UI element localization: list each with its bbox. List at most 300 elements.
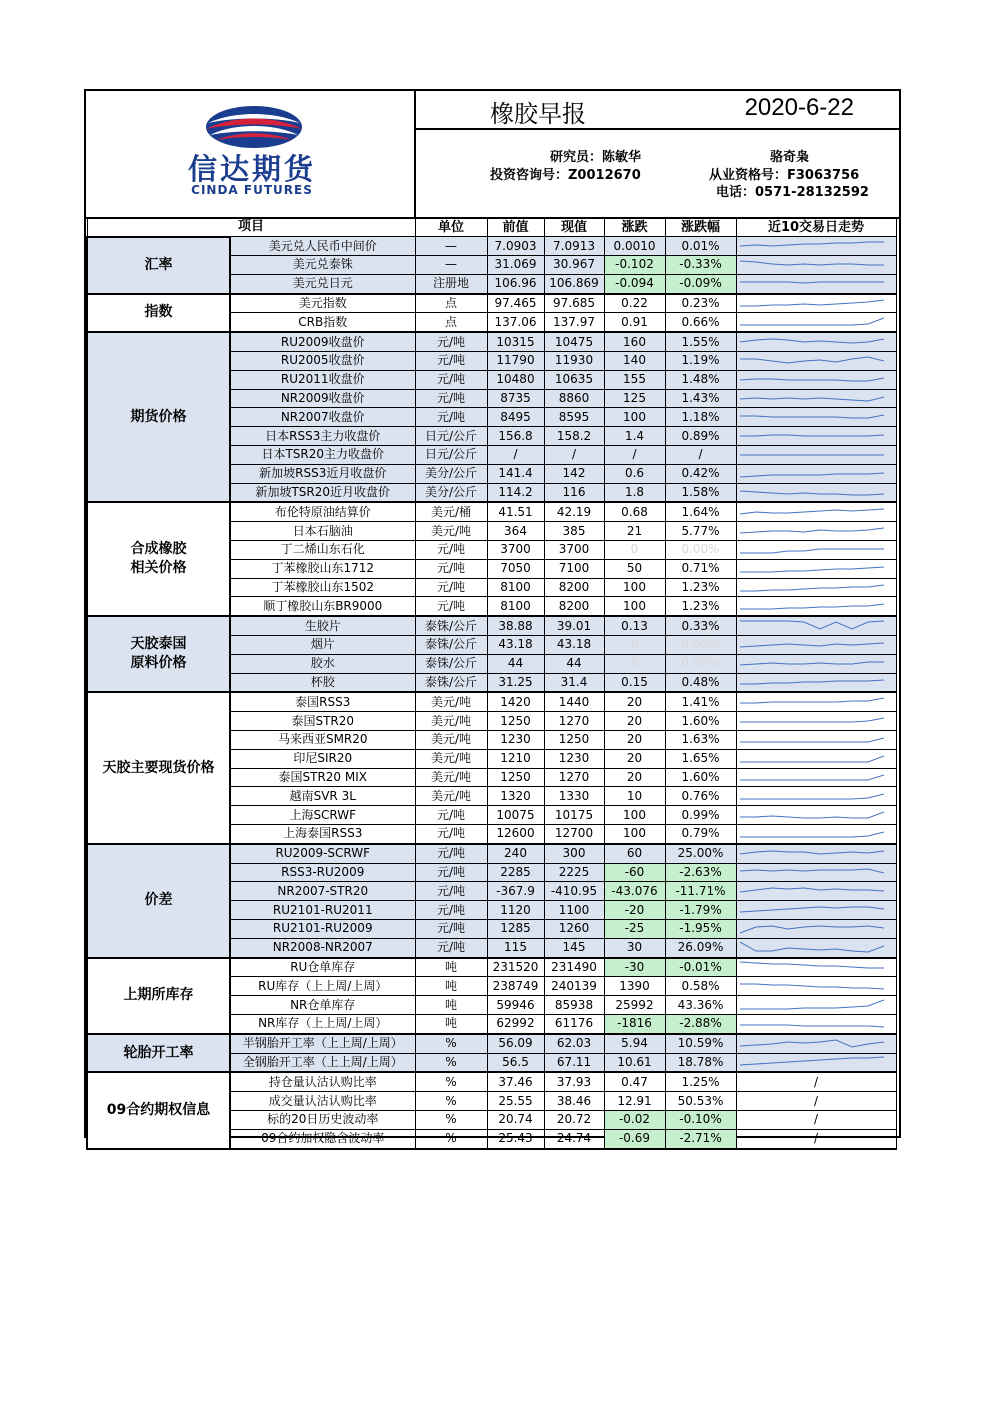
group-label-line: 合成橡胶 [130, 541, 187, 558]
qualification-number: 从业资格号：F3063756 [709, 168, 860, 183]
change-pct-cell: -1.79% [665, 901, 736, 920]
change-pct-cell: 0.66% [665, 313, 736, 332]
current-value-cell: 1440 [544, 692, 604, 711]
current-value-cell: 39.01 [544, 616, 604, 635]
unit-cell: % [415, 1053, 487, 1072]
item-cell: 泰国RSS3 [230, 692, 415, 711]
sparkline-chart [740, 447, 884, 463]
sparkline-line [740, 680, 884, 684]
unit-cell: — [415, 256, 487, 275]
sparkline-line [740, 528, 884, 533]
item-cell: NR库存（上上周/上周） [230, 1014, 415, 1033]
item-cell: 马来西亚SMR20 [230, 731, 415, 750]
sparkline-chart [740, 940, 884, 956]
group-label [87, 237, 230, 294]
sparkline-line [740, 775, 884, 780]
change-cell: 160 [604, 332, 665, 351]
unit-cell: 元/吨 [415, 332, 487, 351]
current-value-cell: 106.869 [544, 274, 604, 293]
change-pct-cell: 1.65% [665, 749, 736, 768]
trend-sparkline [736, 464, 896, 483]
table-row [87, 1072, 896, 1091]
trend-sparkline [736, 731, 896, 750]
current-value-cell: 10635 [544, 370, 604, 389]
unit-cell: 泰铢/公斤 [415, 636, 487, 655]
item-cell: 半钢胎开工率（上上周/上周） [230, 1034, 415, 1053]
unit-cell: — [415, 237, 487, 256]
sparkline-chart [740, 959, 884, 975]
column-header-row [87, 218, 896, 237]
sparkline-line [740, 567, 884, 572]
change-cell: 1.4 [604, 427, 665, 446]
change-cell: 20 [604, 768, 665, 787]
change-pct-cell: -0.10% [665, 1110, 736, 1129]
change-pct-cell: 1.48% [665, 370, 736, 389]
trend-sparkline [736, 483, 896, 502]
sparkline-line [740, 718, 884, 722]
trend-sparkline [736, 427, 896, 446]
sparkline-line [740, 549, 884, 553]
change-pct-cell: 1.23% [665, 597, 736, 616]
trend-sparkline [736, 654, 896, 673]
trend-sparkline [736, 616, 896, 635]
col-cur: 现值 [544, 218, 604, 237]
current-value-cell: 85938 [544, 996, 604, 1015]
group-label [87, 616, 230, 692]
trend-sparkline [736, 578, 896, 597]
sparkline-line [740, 926, 884, 933]
prev-value-cell: 8100 [487, 597, 544, 616]
change-pct-cell: 1.23% [665, 578, 736, 597]
trend-sparkline [736, 825, 896, 844]
prev-value-cell: 43.18 [487, 636, 544, 655]
trend-sparkline [736, 446, 896, 465]
sparkline-line [740, 698, 884, 703]
change-pct-cell: 0.01% [665, 237, 736, 256]
trend-sparkline [736, 332, 896, 351]
sparkline-chart [740, 637, 884, 653]
item-cell: 成交量认沽认购比率 [230, 1092, 415, 1111]
item-cell: 丁苯橡胶山东1502 [230, 578, 415, 597]
change-cell: -20 [604, 901, 665, 920]
change-pct-cell: -2.71% [665, 1129, 736, 1148]
trend-sparkline [736, 502, 896, 521]
current-value-cell: 2225 [544, 863, 604, 882]
current-value-cell: 61176 [544, 1014, 604, 1033]
prev-value-cell: 62992 [487, 1014, 544, 1033]
col-prev: 前值 [487, 218, 544, 237]
table-row [87, 692, 896, 711]
item-cell: NR2009收盘价 [230, 389, 415, 408]
current-value-cell: / [544, 446, 604, 465]
current-value-cell: 12700 [544, 825, 604, 844]
change-cell: 0 [604, 654, 665, 673]
sparkline-chart [740, 580, 884, 596]
unit-cell: 美分/公斤 [415, 464, 487, 483]
sparkline-chart [740, 466, 884, 482]
unit-cell: 元/吨 [415, 825, 487, 844]
unit-cell: % [415, 1129, 487, 1148]
table-row [87, 616, 896, 635]
sparkline-line [740, 378, 884, 381]
trend-sparkline [736, 882, 896, 901]
current-value-cell: 20.72 [544, 1110, 604, 1129]
unit-cell: 元/吨 [415, 806, 487, 825]
trend-sparkline [736, 408, 896, 427]
change-cell: 5.94 [604, 1034, 665, 1053]
prev-value-cell: 240 [487, 844, 544, 863]
unit-cell: % [415, 1092, 487, 1111]
sparkline-line [740, 1057, 884, 1065]
sparkline-chart [740, 561, 884, 577]
sparkline-chart [740, 694, 884, 710]
item-cell: 日本石脑油 [230, 522, 415, 541]
logo-cell [86, 91, 416, 217]
change-cell: -60 [604, 863, 665, 882]
trend-sparkline [736, 1014, 896, 1033]
prev-value-cell: 106.96 [487, 274, 544, 293]
prev-value-cell: 1320 [487, 787, 544, 806]
trend-sparkline [736, 673, 896, 692]
change-cell: 0.68 [604, 502, 665, 521]
unit-cell: 美元/吨 [415, 731, 487, 750]
item-cell: NR2008-NR2007 [230, 938, 415, 957]
sparkline-chart [740, 883, 884, 899]
sparkline-line [740, 604, 884, 609]
sparkline-line [740, 509, 884, 514]
col-item: 项目 [87, 218, 415, 237]
item-cell: 上海SCRWF [230, 806, 415, 825]
prev-value-cell: 31.069 [487, 256, 544, 275]
cinda-logo-icon [204, 105, 304, 149]
current-value-cell: 385 [544, 522, 604, 541]
group-label [87, 958, 230, 1034]
trend-sparkline [736, 938, 896, 957]
prev-value-cell: 11790 [487, 352, 544, 371]
prev-value-cell: 10315 [487, 332, 544, 351]
unit-cell: 吨 [415, 996, 487, 1015]
unit-cell: 泰铢/公斤 [415, 673, 487, 692]
change-pct-cell: 1.25% [665, 1072, 736, 1091]
change-cell: 155 [604, 370, 665, 389]
unit-cell: 美元/桶 [415, 502, 487, 521]
trend-sparkline [736, 692, 896, 711]
current-value-cell: 116 [544, 483, 604, 502]
sparkline-line [740, 888, 884, 892]
sparkline-line [740, 339, 884, 343]
unit-cell: 元/吨 [415, 919, 487, 938]
sparkline-chart [740, 921, 884, 937]
report-title: 橡胶早报 [490, 100, 586, 128]
item-cell: RU2101-RU2011 [230, 901, 415, 920]
current-value-cell: 43.18 [544, 636, 604, 655]
sparkline-chart [740, 826, 884, 842]
unit-cell: 吨 [415, 1014, 487, 1033]
table-row [87, 1034, 896, 1053]
group-label-line: 轮胎开工率 [123, 1044, 194, 1061]
unit-cell: 美元/吨 [415, 522, 487, 541]
item-cell: 全钢胎开工率（上上周/上周） [230, 1053, 415, 1072]
change-cell: 0.47 [604, 1072, 665, 1091]
unit-cell: 元/吨 [415, 389, 487, 408]
table-body [87, 237, 896, 1149]
prev-value-cell: 364 [487, 522, 544, 541]
sparkline-line [740, 473, 884, 477]
current-value-cell: 7100 [544, 559, 604, 578]
current-value-cell: 1230 [544, 749, 604, 768]
change-cell: 0.22 [604, 294, 665, 313]
current-value-cell: -410.95 [544, 882, 604, 901]
trend-sparkline [736, 712, 896, 731]
change-cell: 0 [604, 541, 665, 560]
item-cell: 标的20日历史波动率 [230, 1110, 415, 1129]
change-cell: 0 [604, 636, 665, 655]
unit-cell: 美元/吨 [415, 749, 487, 768]
change-cell: 10.61 [604, 1053, 665, 1072]
change-pct-cell: 0.23% [665, 294, 736, 313]
sparkline-chart [740, 238, 884, 254]
group-label-line: 汇率 [144, 256, 173, 273]
item-cell: RU2101-RU2009 [230, 919, 415, 938]
change-cell: 140 [604, 352, 665, 371]
sparkline-line [740, 662, 884, 665]
trend-sparkline [736, 559, 896, 578]
sparkline-chart [740, 675, 884, 691]
group-label [87, 1034, 230, 1073]
prev-value-cell: 156.8 [487, 427, 544, 446]
prev-value-cell: 1250 [487, 768, 544, 787]
current-value-cell: 231490 [544, 958, 604, 977]
group-label [87, 844, 230, 958]
change-cell: 0.6 [604, 464, 665, 483]
prev-value-cell: 8495 [487, 408, 544, 427]
current-value-cell: 8595 [544, 408, 604, 427]
sparkline-chart [740, 864, 884, 880]
sparkline-chart [740, 428, 884, 444]
group-label-line: 相关价格 [130, 560, 187, 577]
sparkline-line [740, 242, 884, 246]
change-pct-cell: 0.99% [665, 806, 736, 825]
sparkline-chart [740, 788, 884, 804]
change-pct-cell: 1.19% [665, 352, 736, 371]
current-value-cell: 158.2 [544, 427, 604, 446]
trend-sparkline [736, 541, 896, 560]
current-value-cell: 1260 [544, 919, 604, 938]
sparkline-chart [740, 314, 884, 330]
current-value-cell: 145 [544, 938, 604, 957]
change-pct-cell: 0.00% [665, 541, 736, 560]
change-cell: 25992 [604, 996, 665, 1015]
change-cell: 100 [604, 825, 665, 844]
table-row [87, 502, 896, 521]
change-pct-cell: 0.76% [665, 787, 736, 806]
change-cell: 20 [604, 712, 665, 731]
change-cell: 10 [604, 787, 665, 806]
group-label-line: 价差 [144, 892, 173, 909]
trend-sparkline [736, 294, 896, 313]
change-cell: 30 [604, 938, 665, 957]
current-value-cell: 8200 [544, 597, 604, 616]
change-pct-cell: 1.60% [665, 712, 736, 731]
group-label-line: 上期所库存 [123, 987, 194, 1004]
sparkline-chart [740, 751, 884, 767]
unit-cell: 元/吨 [415, 408, 487, 427]
unit-cell: 泰铢/公斤 [415, 654, 487, 673]
item-cell: 布伦特原油结算价 [230, 502, 415, 521]
current-value-cell: 11930 [544, 352, 604, 371]
col-chg: 涨跌 [604, 218, 665, 237]
prev-value-cell: 8100 [487, 578, 544, 597]
group-label-line: 09合约期权信息 [106, 1101, 211, 1118]
prev-value-cell: 56.09 [487, 1034, 544, 1053]
change-pct-cell: -11.71% [665, 882, 736, 901]
change-pct-cell: 1.55% [665, 332, 736, 351]
group-label [87, 502, 230, 616]
item-cell: RU2011收盘价 [230, 370, 415, 389]
change-pct-cell: 25.00% [665, 844, 736, 863]
change-pct-cell: 1.60% [665, 768, 736, 787]
item-cell: 顺丁橡胶山东BR9000 [230, 597, 415, 616]
unit-cell: 吨 [415, 958, 487, 977]
change-cell: 100 [604, 806, 665, 825]
trend-sparkline [736, 597, 896, 616]
item-cell: CRB指数 [230, 313, 415, 332]
sparkline-chart [740, 391, 884, 407]
table-row [87, 844, 896, 863]
current-value-cell: 97.685 [544, 294, 604, 313]
prev-value-cell: 10480 [487, 370, 544, 389]
trend-sparkline [736, 768, 896, 787]
change-cell: 0.15 [604, 673, 665, 692]
group-label-line: 原料价格 [130, 655, 187, 672]
prev-value-cell: 97.465 [487, 294, 544, 313]
table-row [87, 958, 896, 977]
prev-value-cell: 10075 [487, 806, 544, 825]
prev-value-cell: -367.9 [487, 882, 544, 901]
trend-sparkline [736, 1034, 896, 1053]
researcher-label: 研究员：陈敏华 [550, 150, 642, 165]
sparkline-chart [740, 598, 884, 614]
unit-cell: % [415, 1110, 487, 1129]
prev-value-cell: 20.74 [487, 1110, 544, 1129]
prev-value-cell: 56.5 [487, 1053, 544, 1072]
current-value-cell: 37.93 [544, 1072, 604, 1091]
prev-value-cell: 8735 [487, 389, 544, 408]
change-cell: 50 [604, 559, 665, 578]
change-pct-cell: 50.53% [665, 1092, 736, 1111]
item-cell: 日本TSR20主力收盘价 [230, 446, 415, 465]
current-value-cell: 1330 [544, 787, 604, 806]
change-cell: -30 [604, 958, 665, 977]
change-pct-cell: 0.42% [665, 464, 736, 483]
sparkline-chart [740, 618, 884, 634]
unit-cell: % [415, 1034, 487, 1053]
change-cell: -25 [604, 919, 665, 938]
change-cell: 100 [604, 597, 665, 616]
current-value-cell: 1100 [544, 901, 604, 920]
change-cell: 60 [604, 844, 665, 863]
prev-value-cell: 12600 [487, 825, 544, 844]
sparkline-chart [740, 409, 884, 425]
unit-cell: 元/吨 [415, 559, 487, 578]
trend-sparkline [736, 863, 896, 882]
unit-cell: 元/吨 [415, 597, 487, 616]
sparkline-chart [740, 978, 884, 994]
change-cell: -43.076 [604, 882, 665, 901]
trend-sparkline [736, 370, 896, 389]
prev-value-cell: 1230 [487, 731, 544, 750]
current-value-cell: 62.03 [544, 1034, 604, 1053]
prev-value-cell: 137.06 [487, 313, 544, 332]
change-pct-cell: -2.88% [665, 1014, 736, 1033]
table-row [87, 332, 896, 351]
group-label-line: 指数 [144, 304, 173, 321]
change-pct-cell: 0.00% [665, 636, 736, 655]
item-cell: 泰国STR20 [230, 712, 415, 731]
trend-sparkline [736, 522, 896, 541]
unit-cell: 点 [415, 313, 487, 332]
change-pct-cell: -0.09% [665, 274, 736, 293]
unit-cell: 美元/吨 [415, 712, 487, 731]
unit-cell: 注册地 [415, 274, 487, 293]
change-cell: 125 [604, 389, 665, 408]
current-value-cell: 44 [544, 654, 604, 673]
prev-value-cell: 59946 [487, 996, 544, 1015]
sparkline-line [740, 318, 884, 325]
unit-cell: 美元/吨 [415, 787, 487, 806]
prev-value-cell: 141.4 [487, 464, 544, 483]
trend-sparkline [736, 256, 896, 275]
item-cell: 上海泰国RSS3 [230, 825, 415, 844]
table-row [87, 294, 896, 313]
sparkline-line [740, 261, 884, 265]
change-pct-cell: -1.95% [665, 919, 736, 938]
sparkline-chart [740, 523, 884, 539]
group-label-line: 天胶主要现货价格 [102, 759, 215, 776]
current-value-cell: 3700 [544, 541, 604, 560]
current-value-cell: 67.11 [544, 1053, 604, 1072]
trend-sparkline [736, 749, 896, 768]
item-cell: RU2009-SCRWF [230, 844, 415, 863]
sparkline-chart [740, 1036, 884, 1052]
change-cell: 12.91 [604, 1092, 665, 1111]
current-value-cell: 1270 [544, 768, 604, 787]
change-pct-cell: -0.33% [665, 256, 736, 275]
sparkline-chart [740, 257, 884, 273]
sparkline-line [740, 282, 884, 283]
change-cell: 0.13 [604, 616, 665, 635]
trend-sparkline [736, 977, 896, 996]
change-cell: -0.102 [604, 256, 665, 275]
trend-cell: / [736, 1092, 896, 1111]
sparkline-line [740, 738, 884, 742]
researcher2-name: 骆奇枭 [770, 150, 810, 165]
item-cell: 丁二烯山东石化 [230, 541, 415, 560]
sparkline-chart [740, 372, 884, 388]
sparkline-chart [740, 732, 884, 748]
prev-value-cell: 31.25 [487, 673, 544, 692]
sparkline-line [740, 435, 884, 436]
unit-cell: 元/吨 [415, 938, 487, 957]
unit-cell: 泰铢/公斤 [415, 616, 487, 635]
item-cell: 新加坡RSS3近月收盘价 [230, 464, 415, 483]
current-value-cell: 7.0913 [544, 237, 604, 256]
item-cell: RU2005收盘价 [230, 352, 415, 371]
unit-cell: 元/吨 [415, 844, 487, 863]
change-pct-cell: 0.89% [665, 427, 736, 446]
sparkline-line [740, 1000, 884, 1009]
sparkline-line [740, 851, 884, 854]
